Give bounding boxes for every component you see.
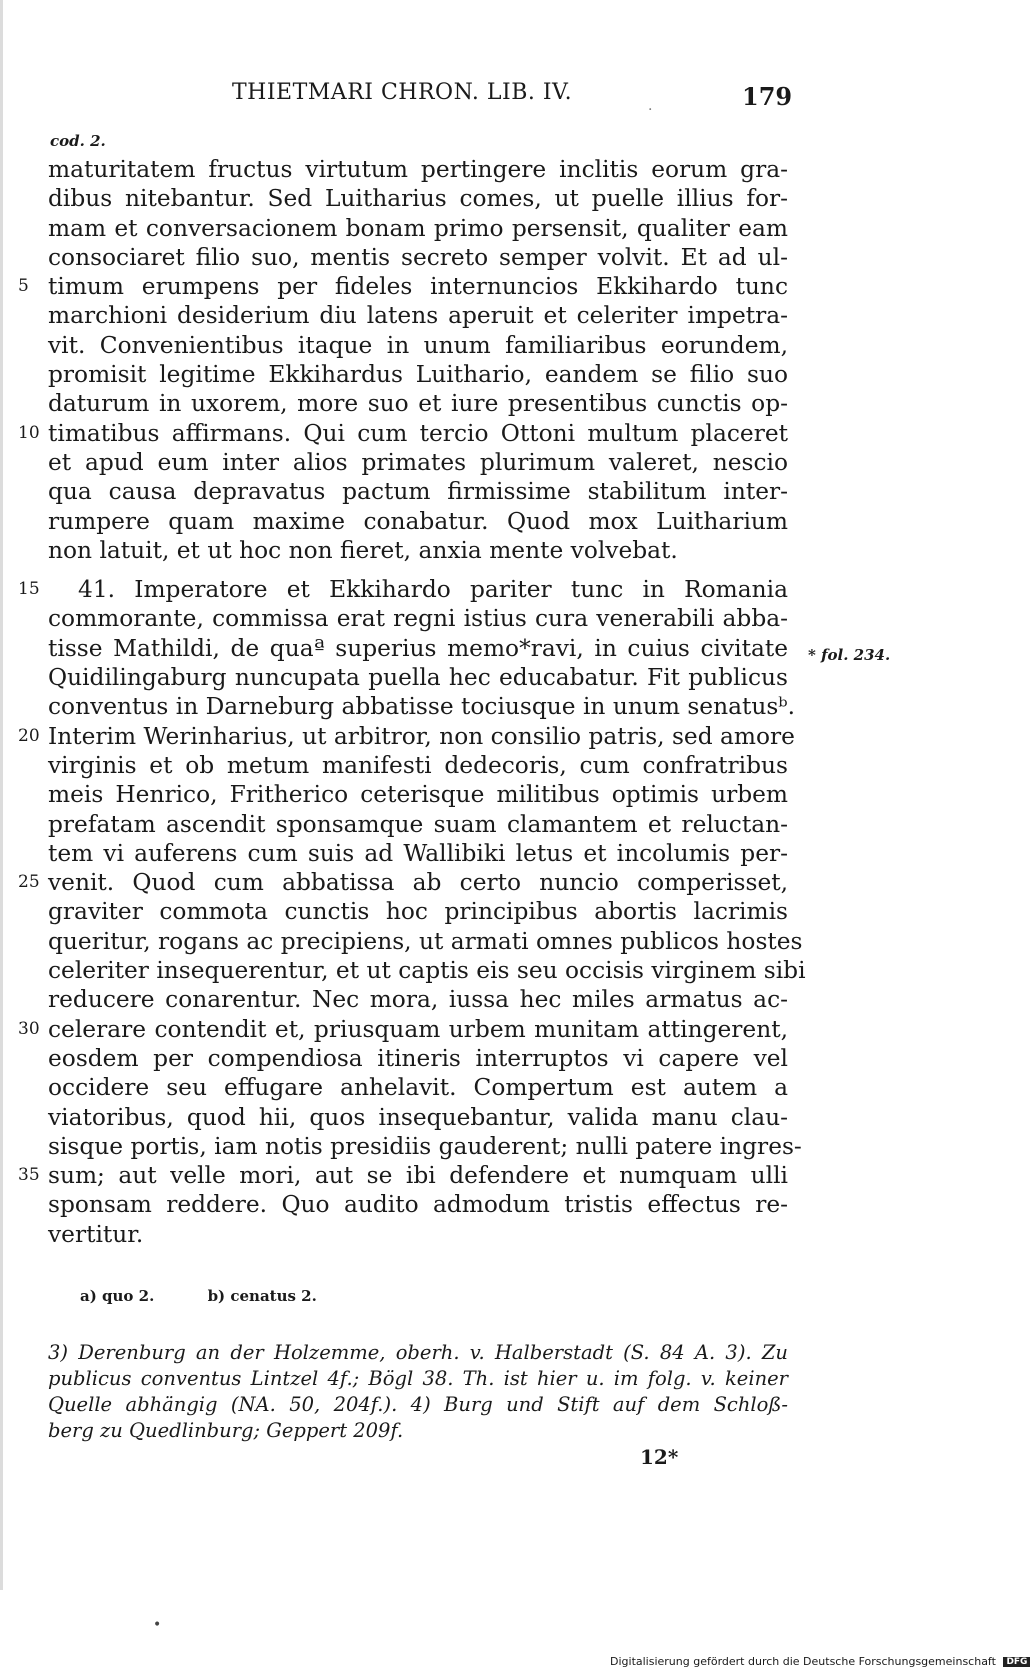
text-line: conventus in Darneburg abbatisse tociusque in unum senatusᵇ.: [48, 693, 796, 721]
running-title: THIETMARI CHRON. LIB. IV.: [232, 80, 573, 105]
text-line: [18, 1015, 788, 1044]
text-line: [18, 722, 795, 751]
line-text: timum erumpens per fideles internuncios Ekkihardo tunc: [48, 273, 788, 301]
line-text: venit. Quod cum abbatissa ab certo nuncio comperisset,: [48, 869, 788, 897]
codex-note: cod. 2.: [50, 132, 106, 150]
text-line: eosdem per compendiosa itineris interruptos vi capere vel: [48, 1044, 788, 1072]
text-line: non latuit, et ut hoc non fieret, anxia mente volvebat.: [48, 536, 678, 564]
text-line: daturum in uxorem, more suo et iure presentibus cunctis op-: [48, 390, 788, 418]
text-line: [18, 272, 788, 301]
page-number: 179: [742, 82, 793, 111]
credit-text: Digitalisierung gefördert durch die Deutsche Forschungsgemeinschaft: [610, 1655, 996, 1668]
line-text: timatibus affirmans. Qui cum tercio Ottoni multum placeret: [48, 419, 788, 447]
main-text: [18, 155, 806, 1249]
text-line: rumpere quam maxime conabatur. Quod mox Luitharium: [48, 507, 788, 535]
text-line: queritur, rogans ac precipiens, ut armati omnes publicos hostes: [48, 927, 803, 955]
digitization-credit: [610, 1655, 1030, 1668]
text-line: [18, 419, 788, 448]
footnote-line: publicus conventus Lintzel 4f.; Bögl 38. Th. ist hier u. im folg. v. keiner: [48, 1367, 788, 1390]
text-line: mam et conversacionem bonam primo persensit, qualiter eam: [48, 214, 788, 242]
text-line: vit. Convenientibus itaque in unum familiaribus eorundem,: [48, 331, 788, 359]
line-text: Interim Werinharius, ut arbitror, non consilio patris, sed amore: [48, 722, 795, 750]
text-line: graviter commota cunctis hoc principibus abortis lacrimis: [48, 898, 788, 926]
dfg-logo-icon: DFG: [1003, 1657, 1030, 1667]
text-line: marchioni desiderium diu latens aperuit et celeriter impetra-: [48, 302, 788, 330]
text-line: meis Henrico, Fritherico ceterisque militibus optimis urbem: [48, 781, 788, 809]
text-line: maturitatem fructus virtutum pertingere inclitis eorum gra-: [48, 156, 788, 183]
page-header: [0, 80, 1000, 120]
line-number: 25: [18, 872, 40, 893]
text-line: et apud eum inter alios primates plurimum valeret, nescio: [48, 448, 788, 476]
text-line: [18, 1161, 788, 1190]
line-text: sum; aut velle mori, aut se ibi defendere et numquam ulli: [48, 1162, 788, 1190]
text-line: viatoribus, quod hii, quos insequebantur, valida manu clau-: [48, 1103, 788, 1131]
apparatus-note: b) cenatus 2.: [207, 1287, 317, 1305]
footnote-line: berg zu Quedlinburg; Geppert 209f.: [48, 1419, 404, 1442]
apparatus-note: a) quo 2.: [80, 1287, 155, 1305]
line-number: 10: [18, 422, 40, 443]
line-number: 35: [18, 1165, 40, 1186]
text-line: virginis et ob metum manifesti dedecoris, cum confratribus: [48, 751, 788, 779]
line-number: 15: [18, 579, 40, 600]
text-line: occidere seu effugare anhelavit. Compertum est autem a: [48, 1074, 788, 1102]
text-line: Quidilingaburg nuncupata puella hec educabatur. Fit publicus: [48, 664, 788, 692]
footnote-line: Quelle abhängig (NA. 50, 204f.). 4) Burg und Stift auf dem Schloß-: [48, 1393, 788, 1416]
text-line: commorante, commissa erat regni istius cura venerabili abba-: [48, 605, 788, 633]
folio-margin-note: * fol. 234.: [808, 646, 891, 664]
footnotes: [48, 1340, 788, 1444]
text-line: dibus nitebantur. Sed Luitharius comes, ut puelle illius for-: [48, 185, 788, 213]
text-line: celeriter insequerentur, et ut captis eis seu occisis virginem sibi: [48, 957, 806, 985]
scan-speck: •: [153, 1617, 162, 1633]
line-number: 5: [18, 276, 29, 297]
section-41-start: 41. Imperatore et Ekkihardo pariter tunc in Romania: [78, 576, 788, 604]
text-line: sisque portis, iam notis presidiis gauderent; nulli patere ingres-: [48, 1132, 802, 1160]
text-line: [18, 868, 788, 897]
text-line: qua causa depravatus pactum firmissime stabilitum inter-: [48, 478, 788, 506]
text-line: tisse Mathildi, de quaª superius memo*ravi, in cuius civitate: [48, 634, 788, 662]
line-number: 20: [18, 725, 40, 746]
signature-mark: 12*: [640, 1445, 679, 1469]
scan-dot: .: [648, 98, 653, 114]
critical-apparatus: [80, 1287, 365, 1305]
text-line: consociaret filio suo, mentis secreto semper volvit. Et ad ul-: [48, 243, 788, 271]
text-line: sponsam reddere. Quo audito admodum tristis effectus re-: [48, 1191, 788, 1219]
scan-edge: [0, 0, 3, 1590]
line-text: celerare contendit et, priusquam urbem munitam attingerent,: [48, 1015, 788, 1043]
text-line: prefatam ascendit sponsamque suam clamantem et reluctan-: [48, 810, 788, 838]
line-number: 30: [18, 1018, 40, 1039]
text-line: reducere conarentur. Nec mora, iussa hec miles armatus ac-: [48, 986, 788, 1014]
text-line: tem vi auferens cum suis ad Wallibiki letus et incolumis per-: [48, 839, 788, 867]
text-line: [18, 575, 788, 604]
text-line: promisit legitime Ekkihardus Luithario, eandem se filio suo: [48, 361, 788, 389]
text-line: vertitur.: [48, 1220, 144, 1248]
footnote-line: 3) Derenburg an der Holzemme, oberh. v. Halberstadt (S. 84 A. 3). Zu: [48, 1341, 788, 1364]
